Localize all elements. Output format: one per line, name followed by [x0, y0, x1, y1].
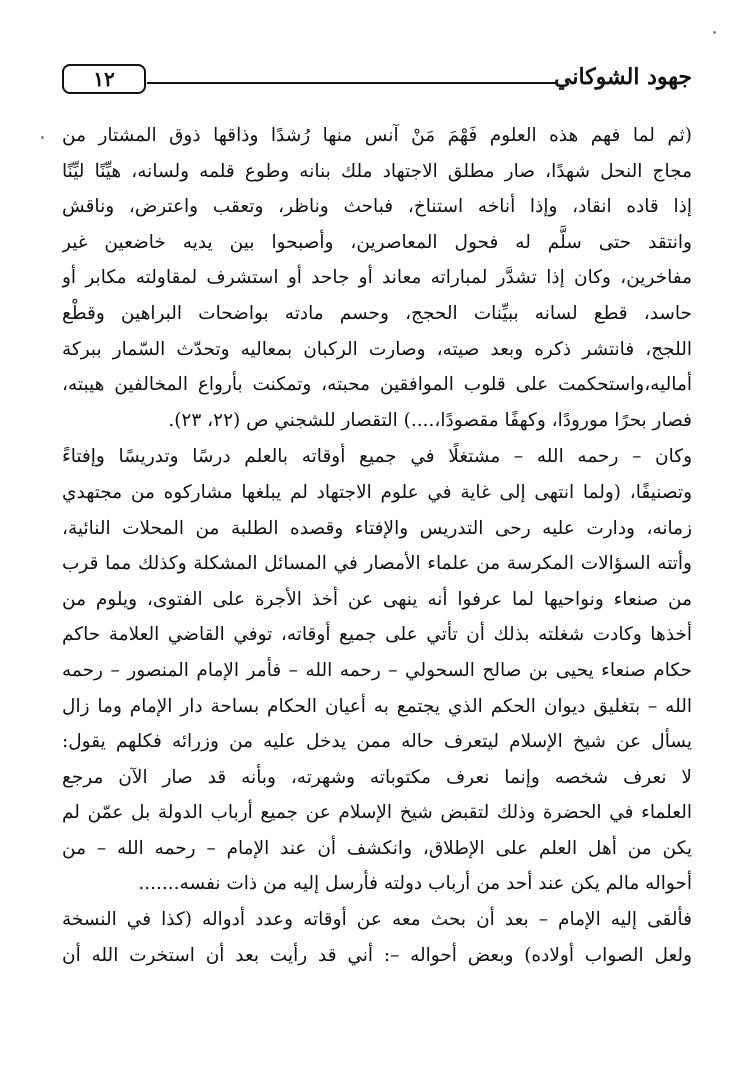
- text-line: لا نعرف شخصه وإنما نعرف مكتوباته وشهرته، وبأنه قد صار الآن مرجع: [62, 766, 692, 788]
- text-line: فصار بحرًا مورودًا، وكهفًا مقصودًا،....) التقصار للشجني ص (٢٢، ٢٣).: [168, 409, 692, 431]
- header-rule: [147, 82, 558, 84]
- paragraph-biography: [62, 439, 692, 973]
- text-line: وتصنيفًا، (ولما انتهى إلى غاية في علوم الاجتهاد لم يبلغها مشاركوه من مجتهدي: [62, 481, 692, 503]
- text-line: أخذها وكادت شغلته بذلك أن تأتي على جميع أوقاته، توفي القاضي العلامة حاكم: [62, 624, 692, 646]
- text-line: حاسد، قطع لسانه ببيِّنات الحجج، وحسم مادته بواضحات البراهين وقطْع: [62, 302, 692, 324]
- running-header: [62, 60, 692, 104]
- text-line: يسأل عن شيخ الإسلام ليتعرف حاله ممن يدخل عليه من وزرائه فكلهم يقول:: [62, 731, 692, 753]
- paragraph-quote: [62, 118, 692, 438]
- text-line: حكام صنعاء يحيى بن صالح السحولي – رحمه الله – فأمر الإمام المنصور – رحمه: [62, 659, 692, 681]
- page-number-frame: [62, 64, 146, 94]
- text-line: يكن من أهل العلم على الإطلاق، وانكشف أن عند الإمام – رحمه الله – من: [62, 837, 692, 859]
- text-line: فألقى إليه الإمام – بعد أن بحث معه عن أوقاته وعدد أدواله (كذا في النسخة: [62, 909, 692, 931]
- body-text: [62, 118, 692, 1038]
- text-line: الله – بتغليق ديوان الحكم الذي يجتمع به أعيان الحكام بساحة دار الإمام وما زال: [62, 695, 692, 717]
- text-line: مفاخرين، وكان إذا تشدَّر لمباراته معاند أو جاحد أو استشرف لمقاولته مكابر أو: [62, 267, 692, 289]
- text-line: ولعل الصواب أولاده) وبعض أحواله –: أني قد رأيت بعد أن استخرت الله أن: [62, 944, 692, 966]
- text-line: من صنعاء ونواحيها لما عرفوا أنه ينهى عن أخذ الأجرة على الفتوى، ويلوم من: [62, 588, 692, 610]
- text-line: وكان – رحمه الله – مشتغلًا في جميع أوقاته بالعلم درسًا وتدريسًا وإفتاءً: [62, 446, 692, 468]
- running-title: جهود الشوكاني: [553, 64, 692, 90]
- scan-speck: [713, 31, 716, 34]
- text-line: وانتقد حتى سلَّم له فحول المعاصرين، وأصبحوا بين يديه خاضعين غير: [62, 231, 692, 253]
- text-line: وأتته السؤالات المكرسة من علماء الأمصار في المسائل المشكلة وكذلك مما قرب: [62, 553, 692, 575]
- text-line: إذا قاده انقاد، وإذا أناخه استناخ، فباحث وناظر، وتعقب واعترض، وناقش: [62, 196, 692, 218]
- text-line: اللجج، فانتشر ذكره وبعد صيته، وصارت الركبان بمعاليه وتحدّث السّمار ببركة: [62, 338, 692, 360]
- text-line: زمانه، ودارت عليه رحى التدريس والإفتاء وقصده الطلبة من المحلات النائية،: [62, 517, 692, 539]
- page-number: ١٢: [93, 67, 115, 91]
- text-line: أماليه،واستحكمت على قلوب الموافقين محبته، وتمكنت بأرواع المخالفين هيبته،: [62, 374, 692, 396]
- text-line: مجاج النحل شهدًا، صار مطلق الاجتهاد ملك بنانه وطوع قلمه ولسانه، هيِّنًا ليِّنًا: [62, 160, 692, 182]
- text-line: العلماء في الحضرة وذلك لتقبض شيخ الإسلام عن جميع أرباب الدولة بل عمّن لم: [62, 802, 692, 824]
- scan-speck: [41, 136, 44, 139]
- text-line: أحواله مالم يكن عند أحد من أرباب دولته فأرسل إليه من ذات نفسه.......: [138, 873, 692, 895]
- text-line: (ثم لما فهم هذه العلوم فَهْمَ مَنْ آنس منها رُشدًا وذاقها ذوق المشتار من: [62, 125, 692, 146]
